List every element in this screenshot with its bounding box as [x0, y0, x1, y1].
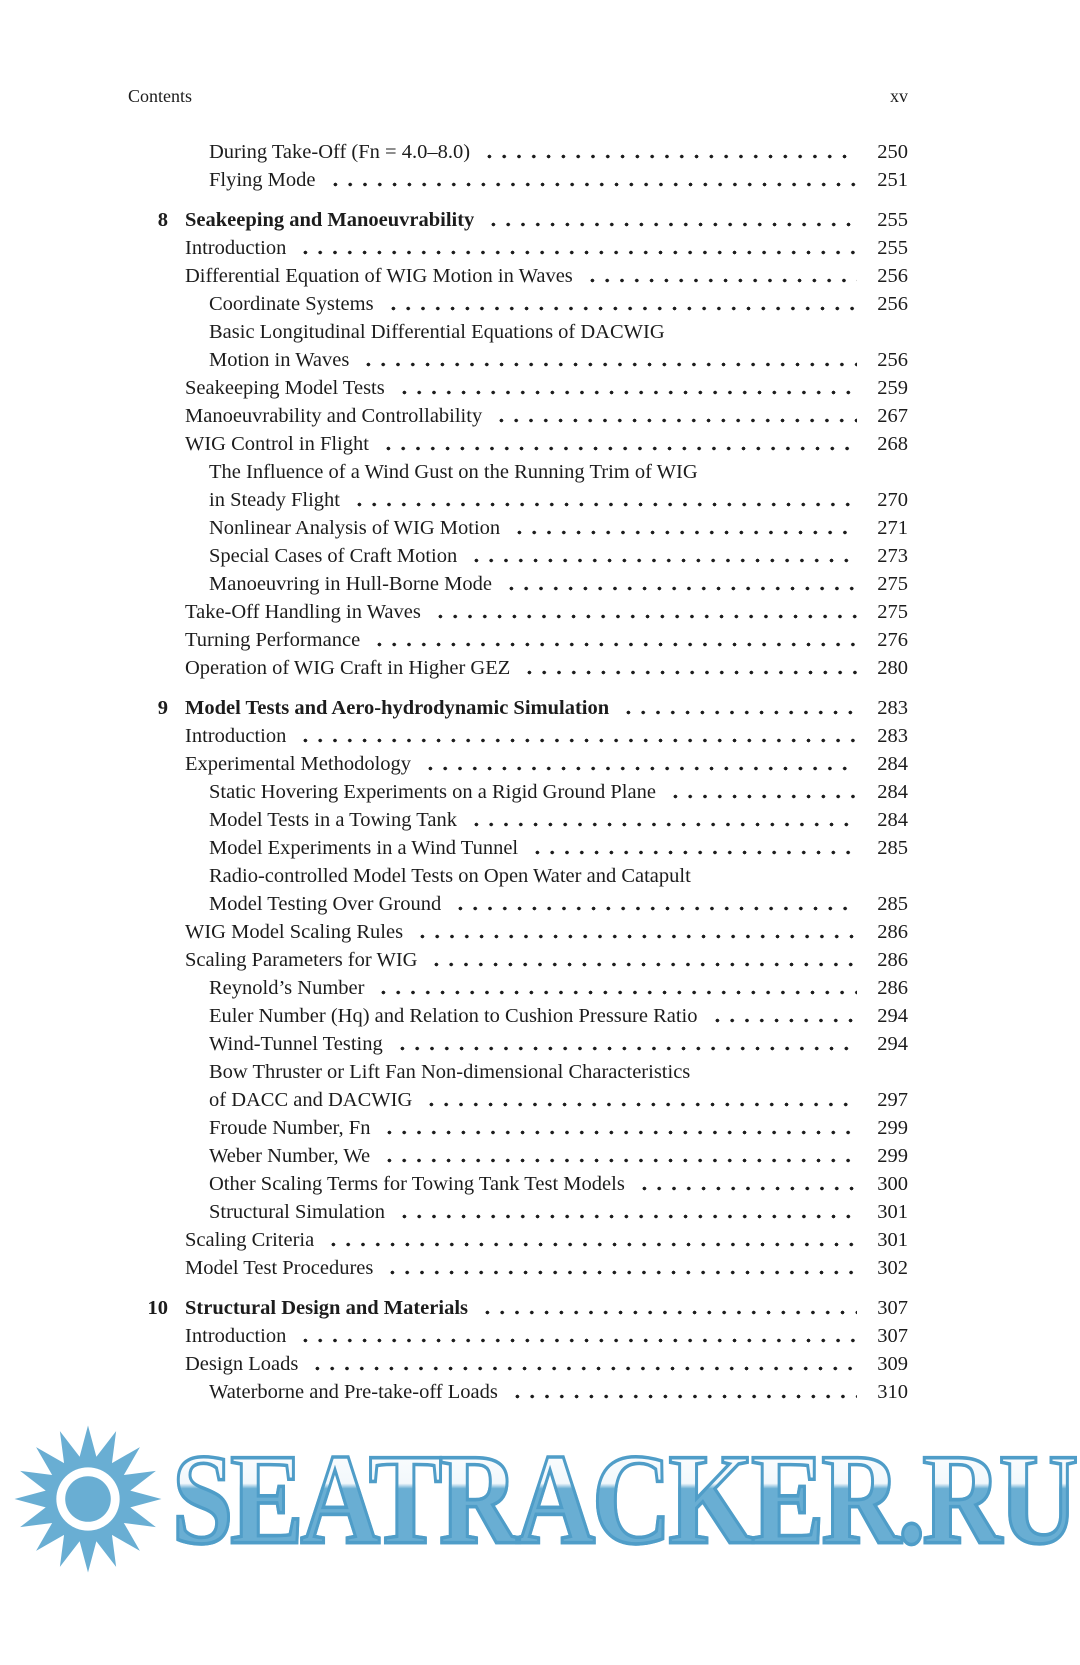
toc-row: [128, 1030, 908, 1058]
toc-entry-label: Other Scaling Terms for Towing Tank Test Models: [209, 1173, 625, 1195]
toc-row: [128, 346, 908, 374]
dot-leader: [419, 1086, 857, 1114]
toc-row: [128, 234, 908, 262]
toc-entry-label: Turning Performance: [185, 629, 361, 651]
toc-row: [128, 626, 908, 654]
dot-leader: [428, 598, 857, 626]
dot-leader: [347, 486, 857, 514]
toc-page-number: 302: [877, 1257, 908, 1279]
toc-page-number: 267: [877, 405, 908, 427]
dot-leader: [376, 430, 857, 458]
toc-row: [128, 430, 908, 458]
toc-entry-label: WIG Control in Flight: [185, 433, 369, 455]
toc-page-number: 271: [877, 517, 908, 539]
toc-page-number: 286: [877, 921, 908, 943]
toc-entry-label: Scaling Parameters for WIG: [185, 949, 418, 971]
dot-leader: [525, 834, 857, 862]
dot-leader: [507, 514, 857, 542]
toc-entry-label: Special Cases of Craft Motion: [209, 545, 458, 567]
dot-leader: [632, 1170, 857, 1198]
toc-page-number: 250: [877, 141, 908, 163]
toc-entry-label: WIG Model Scaling Rules: [185, 921, 404, 943]
toc-row: [128, 1114, 908, 1142]
toc-entry-label: Take-Off Handling in Waves: [185, 601, 421, 623]
toc-page-number: 301: [877, 1201, 908, 1223]
dot-leader: [371, 974, 857, 1002]
toc-entry-label: Flying Mode: [209, 169, 316, 191]
dot-leader: [323, 166, 858, 194]
toc-entry-label: During Take-Off (Fn = 4.0–8.0): [209, 141, 471, 163]
dot-leader: [305, 1350, 857, 1378]
toc-row: [128, 1142, 908, 1170]
toc-row: [128, 1254, 908, 1282]
toc-entry-label: Basic Longitudinal Differential Equations of DACWIG: [209, 321, 665, 343]
dot-leader: [418, 750, 857, 778]
dot-leader: [489, 402, 857, 430]
dot-leader: [424, 946, 857, 974]
dot-leader: [663, 778, 857, 806]
toc-row: [128, 918, 908, 946]
toc-page-number: 255: [877, 209, 908, 231]
toc-row: [128, 890, 908, 918]
toc-page-number: 283: [877, 697, 908, 719]
toc-row: [128, 946, 908, 974]
toc-entry-label: Bow Thruster or Lift Fan Non-dimensional Characteristics: [209, 1061, 691, 1083]
toc-row: [128, 206, 908, 234]
toc-entry-label: Design Loads: [185, 1353, 299, 1375]
toc-page-number: 286: [877, 977, 908, 999]
toc-row: [128, 458, 908, 486]
toc-entry-label: Manoeuvring in Hull-Borne Mode: [209, 573, 492, 595]
toc-page-number: 307: [877, 1325, 908, 1347]
toc-row: [128, 1350, 908, 1378]
toc-page-number: 275: [877, 573, 908, 595]
dot-leader: [448, 890, 857, 918]
toc-page-number: 286: [877, 949, 908, 971]
toc-entry-label: Model Experiments in a Wind Tunnel: [209, 837, 519, 859]
dot-leader: [381, 290, 857, 318]
toc-entry-label: Experimental Methodology: [185, 753, 412, 775]
toc-entry-label: Model Tests and Aero-hydrodynamic Simulation: [185, 697, 610, 719]
toc-entry-label: Reynold’s Number: [209, 977, 365, 999]
toc-row: [128, 778, 908, 806]
toc-entry-label: Structural Simulation: [209, 1201, 385, 1223]
toc-entry-label: Wind-Tunnel Testing: [209, 1033, 383, 1055]
table-of-contents: [128, 138, 908, 1406]
toc-entry-label: Introduction: [185, 237, 287, 259]
dot-leader: [505, 1378, 857, 1406]
toc-row: [128, 1226, 908, 1254]
toc-row: [128, 402, 908, 430]
toc-page-number: 283: [877, 725, 908, 747]
toc-row: [128, 806, 908, 834]
toc-entry-label: Froude Number, Fn: [209, 1117, 371, 1139]
dot-leader: [356, 346, 857, 374]
toc-page-number: 251: [877, 169, 908, 191]
toc-entry-label: Radio-controlled Model Tests on Open Water and Catapult: [209, 865, 691, 887]
toc-page-number: 284: [877, 809, 908, 831]
toc-row: [128, 1058, 908, 1086]
dot-leader: [464, 542, 857, 570]
toc-page-number: 285: [877, 893, 908, 915]
toc-page-number: 285: [877, 837, 908, 859]
sun-icon: [12, 1423, 164, 1575]
dot-leader: [499, 570, 857, 598]
dot-leader: [380, 1254, 857, 1282]
toc-page-number: 299: [877, 1145, 908, 1167]
toc-row: [128, 750, 908, 778]
dot-leader: [293, 234, 857, 262]
toc-page-number: 256: [877, 349, 908, 371]
toc-entry-label: Manoeuvrability and Controllability: [185, 405, 483, 427]
toc-entry-label: Introduction: [185, 1325, 287, 1347]
toc-row: [128, 318, 908, 346]
dot-leader: [390, 1030, 857, 1058]
dot-leader: [481, 206, 857, 234]
running-header-title: Contents: [128, 86, 193, 106]
dot-leader: [517, 654, 857, 682]
chapter-number: 9: [157, 697, 168, 719]
toc-page-number: 299: [877, 1117, 908, 1139]
toc-row: [128, 514, 908, 542]
toc-page-number: 268: [877, 433, 908, 455]
toc-entry-label: Nonlinear Analysis of WIG Motion: [209, 517, 501, 539]
toc-page-number: 300: [877, 1173, 908, 1195]
toc-entry-label: Model Testing Over Ground: [209, 893, 442, 915]
toc-row: [128, 834, 908, 862]
dot-leader: [410, 918, 857, 946]
dot-leader: [377, 1114, 857, 1142]
dot-leader: [392, 374, 857, 402]
toc-page-number: 284: [877, 753, 908, 775]
toc-row: [128, 570, 908, 598]
toc-row: [128, 542, 908, 570]
toc-row: [128, 262, 908, 290]
toc-row: [128, 1002, 908, 1030]
toc-entry-label: Motion in Waves: [209, 349, 350, 371]
toc-page-number: 256: [877, 265, 908, 287]
toc-page-number: 255: [877, 237, 908, 259]
toc-entry-label: Structural Design and Materials: [185, 1297, 468, 1319]
toc-row: [128, 486, 908, 514]
dot-leader: [475, 1294, 857, 1322]
toc-row: [128, 654, 908, 682]
toc-page-number: 297: [877, 1089, 908, 1111]
toc-row: [128, 694, 908, 722]
toc-entry-label: in Steady Flight: [209, 489, 340, 511]
toc-page-number: 310: [877, 1381, 908, 1403]
toc-row: [128, 138, 908, 166]
toc-row: [128, 166, 908, 194]
watermark-text: SEATRACKER.RU: [172, 1426, 1076, 1571]
toc-row: [128, 598, 908, 626]
toc-page-number: 256: [877, 293, 908, 315]
toc-page-number: 270: [877, 489, 908, 511]
toc-page-number: 275: [877, 601, 908, 623]
toc-row: [128, 1170, 908, 1198]
toc-entry-label: of DACC and DACWIG: [209, 1089, 413, 1111]
toc-page-number: 280: [877, 657, 908, 679]
toc-page-number: 294: [877, 1033, 908, 1055]
toc-row: [128, 1378, 908, 1406]
toc-entry-label: Operation of WIG Craft in Higher GEZ: [185, 657, 511, 679]
chapter-number: 10: [147, 1297, 168, 1319]
toc-page-number: 301: [877, 1229, 908, 1251]
toc-page-number: 284: [877, 781, 908, 803]
toc-entry-label: Static Hovering Experiments on a Rigid Ground Plane: [209, 781, 656, 803]
dot-leader: [293, 722, 857, 750]
toc-row: [128, 1198, 908, 1226]
toc-row: [128, 290, 908, 318]
dot-leader: [616, 694, 857, 722]
toc-row: [128, 974, 908, 1002]
toc-entry-label: Model Tests in a Towing Tank: [209, 809, 457, 831]
page-number-roman: xv: [890, 86, 908, 106]
toc-entry-label: Weber Number, We: [209, 1145, 371, 1167]
toc-entry-label: Scaling Criteria: [185, 1229, 315, 1251]
toc-entry-label: Euler Number (Hq) and Relation to Cushion Pressure Ratio: [209, 1005, 698, 1027]
toc-row: [128, 1294, 908, 1322]
dot-leader: [477, 138, 857, 166]
dot-leader: [321, 1226, 857, 1254]
toc-entry-label: Seakeeping Model Tests: [185, 377, 385, 399]
toc-row: [128, 722, 908, 750]
toc-page-number: 259: [877, 377, 908, 399]
dot-leader: [377, 1142, 857, 1170]
running-header: [128, 86, 908, 107]
dot-leader: [392, 1198, 857, 1226]
toc-entry-label: Coordinate Systems: [209, 293, 374, 315]
dot-leader: [293, 1322, 857, 1350]
toc-row: [128, 862, 908, 890]
toc-row: [128, 1086, 908, 1114]
dot-leader: [367, 626, 857, 654]
toc-row: [128, 374, 908, 402]
dot-leader: [705, 1002, 858, 1030]
toc-entry-label: Differential Equation of WIG Motion in Waves: [185, 265, 573, 287]
toc-row: [128, 1322, 908, 1350]
toc-entry-label: Introduction: [185, 725, 287, 747]
toc-page-number: 307: [877, 1297, 908, 1319]
toc-entry-label: Seakeeping and Manoeuvrability: [185, 209, 475, 231]
toc-entry-label: Model Test Procedures: [185, 1257, 374, 1279]
dot-leader: [580, 262, 857, 290]
toc-page-number: 276: [877, 629, 908, 651]
chapter-number: 8: [157, 209, 168, 231]
toc-entry-label: The Influence of a Wind Gust on the Running Trim of WIG: [209, 461, 698, 483]
toc-page-number: 309: [877, 1353, 908, 1375]
toc-page-number: 294: [877, 1005, 908, 1027]
dot-leader: [464, 806, 857, 834]
toc-entry-label: Waterborne and Pre-take-off Loads: [209, 1381, 498, 1403]
watermark: [0, 1416, 1080, 1581]
toc-page-number: 273: [877, 545, 908, 567]
